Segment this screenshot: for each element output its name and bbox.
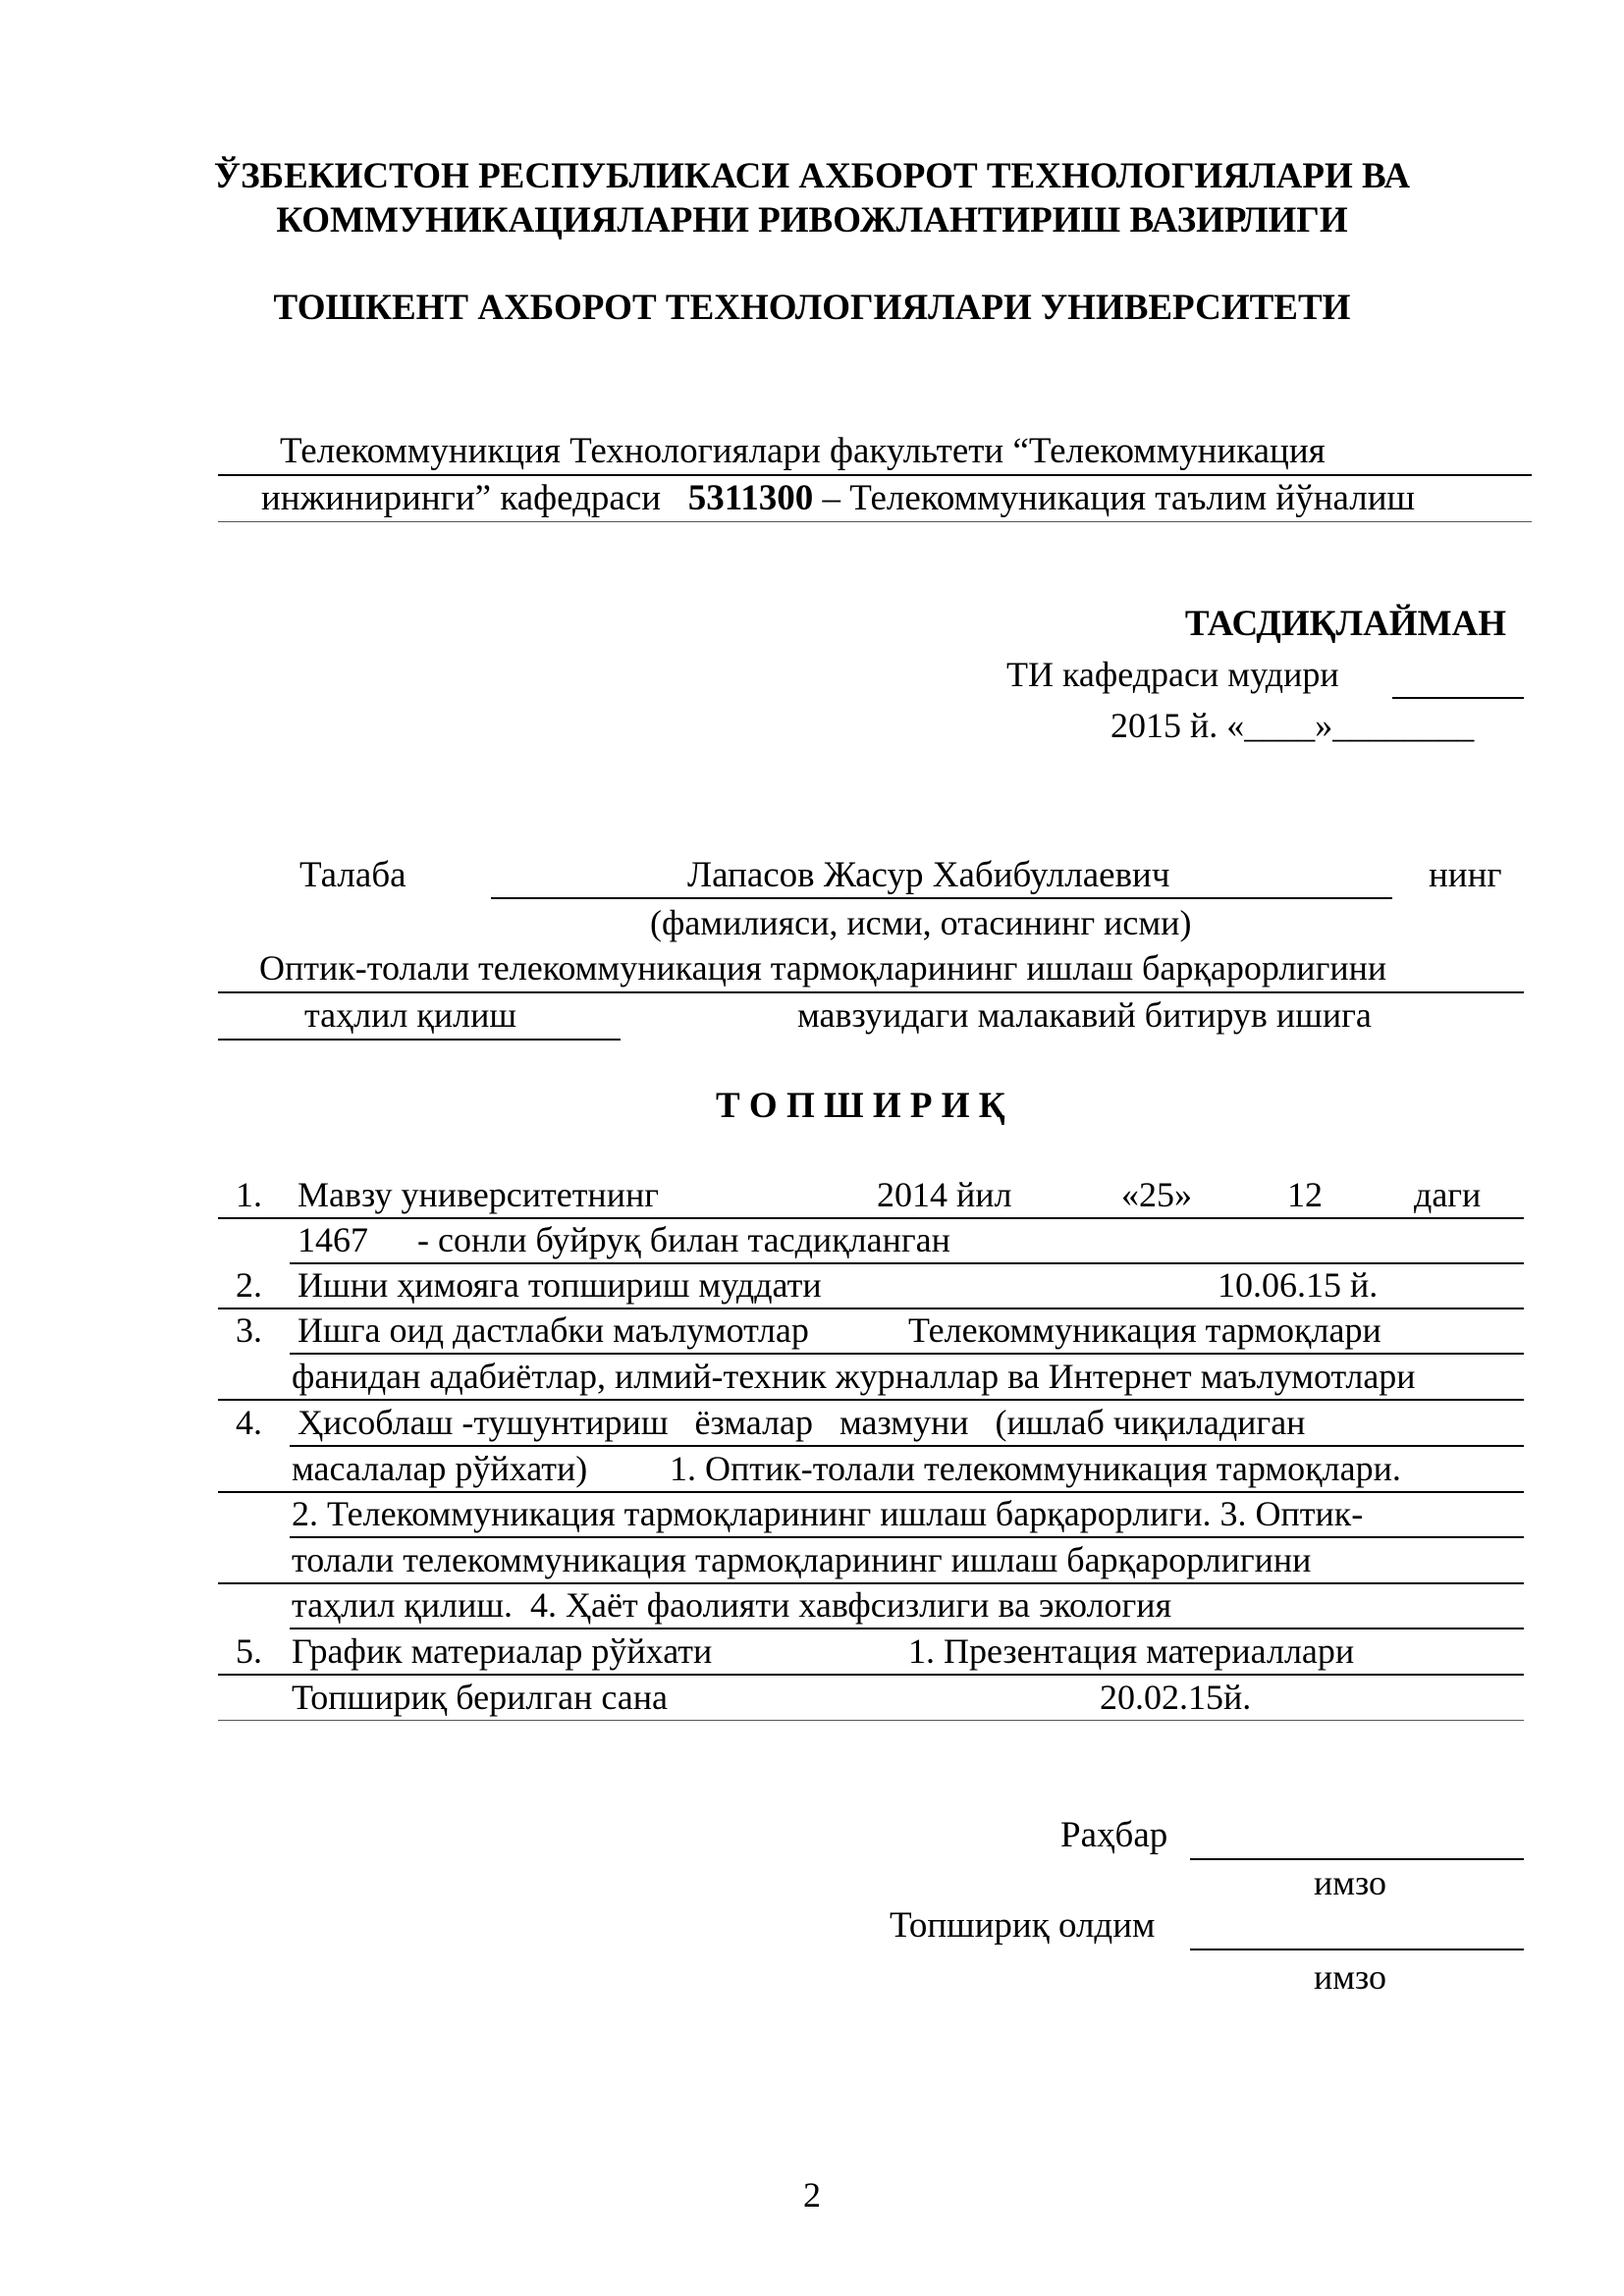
item4-underline3 — [290, 1536, 1524, 1538]
faculty-direction: – Телекоммуникация таълим йўналиш — [822, 478, 1416, 518]
item5-number: 5. — [236, 1631, 262, 1671]
topic-suffix: мавзуидаги малакавий битирув ишига — [797, 995, 1372, 1035]
topic-underline1 — [218, 991, 1524, 993]
student-name-caption: (фамилияси, исми, отасининг исми) — [650, 903, 1192, 942]
ministry-title-line1: ЎЗБЕКИСТОН РЕСПУБЛИКАСИ АХБОРОТ ТЕХНОЛОГИЯЛАРИ ВА — [213, 156, 1411, 196]
approval-title: ТАСДИҚЛАЙМАН — [1184, 604, 1506, 644]
item4-underline5 — [290, 1628, 1524, 1629]
faculty-underline1 — [218, 474, 1532, 476]
item4-underline1 — [290, 1445, 1524, 1447]
item3-number: 3. — [236, 1310, 262, 1350]
item3-text: Ишга оид дастлабки маълумотлар — [298, 1310, 809, 1350]
item4-line2b: 1. Оптик-толали телекоммуникация тармоқлари. — [670, 1449, 1401, 1488]
approval-signature-line — [1392, 697, 1524, 699]
faculty-underline2 — [218, 521, 1532, 522]
item3-value: Телекоммуникация тармоқлари — [908, 1310, 1381, 1350]
item5-underline — [218, 1674, 1524, 1676]
faculty-dept: инжиниринги” кафедраси — [261, 478, 662, 518]
supervisor-label: Раҳбар — [1060, 1815, 1168, 1855]
ministry-title-line2: КОММУНИКАЦИЯЛАРНИ РИВОЖЛАНТИРИШ ВАЗИРЛИГИ — [276, 200, 1348, 240]
topic-line1: Оптик-толали телекоммуникация тармоқларининг ишлаш барқарорлигини — [259, 948, 1387, 988]
given-date-label: Топшириқ берилган сана — [292, 1678, 668, 1717]
student-name: Лапасов Жасур Хабибуллаевич — [687, 855, 1170, 895]
assignment-title: Т О П Ш И Р И Қ — [716, 1086, 1005, 1126]
given-date-underline — [218, 1720, 1524, 1721]
item4-line3: 2. Телекоммуникация тармоқларининг ишлаш барқарорлиги. 3. Оптик- — [292, 1494, 1364, 1533]
topic-underline2 — [218, 1039, 621, 1041]
item1-text: Мавзу университетнинг — [298, 1175, 659, 1214]
item3-underline1 — [290, 1353, 1524, 1355]
item2-number: 2. — [236, 1265, 262, 1305]
received-signature-line — [1190, 1949, 1524, 1950]
item2-text: Ишни ҳимояга топшириш муддати — [298, 1265, 822, 1305]
given-date-value: 20.02.15й. — [1100, 1678, 1252, 1717]
item3-underline2 — [218, 1399, 1524, 1401]
item2-date: 10.06.15 й. — [1218, 1265, 1379, 1305]
topic-line2: таҳлил қилиш — [304, 995, 517, 1035]
faculty-line2 — [261, 477, 1415, 519]
page-number: 2 — [803, 2175, 821, 2215]
received-signature-caption: имзо — [1314, 1957, 1387, 1997]
item1-day: «25» — [1121, 1175, 1192, 1214]
item4-line4: толали телекоммуникация тармоқларининг ишлаш барқарорлигини — [292, 1540, 1312, 1579]
item4-line2a: масалалар рўйхати) — [292, 1449, 588, 1488]
item1-order-text: - сонли буйруқ билан тасдиқланган — [417, 1220, 950, 1259]
item3-line2: фанидан адабиётлар, илмий-техник журналлар ва Интернет маълумотлари — [292, 1357, 1416, 1396]
student-label: Талаба — [299, 855, 406, 895]
received-label: Топшириқ олдим — [890, 1905, 1156, 1946]
supervisor-signature-caption: имзо — [1314, 1863, 1387, 1902]
item4-text: Ҳисоблаш -тушунтириш ёзмалар мазмуни (ишлаб чиқиладиган — [298, 1403, 1306, 1442]
student-name-underline — [491, 897, 1392, 899]
item4-line5: таҳлил қилиш. 4. Ҳаёт фаолияти хавфсизлиги ва экология — [292, 1585, 1172, 1625]
item5-text: График материалар рўйхати — [292, 1631, 713, 1671]
item5-value: 1. Презентация материаллари — [908, 1631, 1355, 1671]
item1-number: 1. — [236, 1175, 262, 1214]
student-suffix: нинг — [1429, 855, 1502, 895]
item1-year: 2014 йил — [877, 1175, 1012, 1214]
approval-head: ТИ кафедраси мудири — [1006, 655, 1339, 694]
item1-month: 12 — [1287, 1175, 1323, 1214]
item4-number: 4. — [236, 1403, 262, 1442]
faculty-line1: Телекоммуникция Технологиялари факультети “Телекоммуникация — [280, 431, 1326, 471]
item1-suffix: даги — [1414, 1175, 1482, 1214]
item1-order-number: 1467 — [298, 1220, 368, 1259]
faculty-code: 5311300 — [687, 478, 814, 518]
university-title: ТОШКЕНТ АХБОРОТ ТЕХНОЛОГИЯЛАРИ УНИВЕРСИТЕТИ — [273, 288, 1351, 328]
supervisor-signature-line — [1190, 1858, 1524, 1860]
approval-date: 2015 й. «____»________ — [1110, 706, 1475, 745]
